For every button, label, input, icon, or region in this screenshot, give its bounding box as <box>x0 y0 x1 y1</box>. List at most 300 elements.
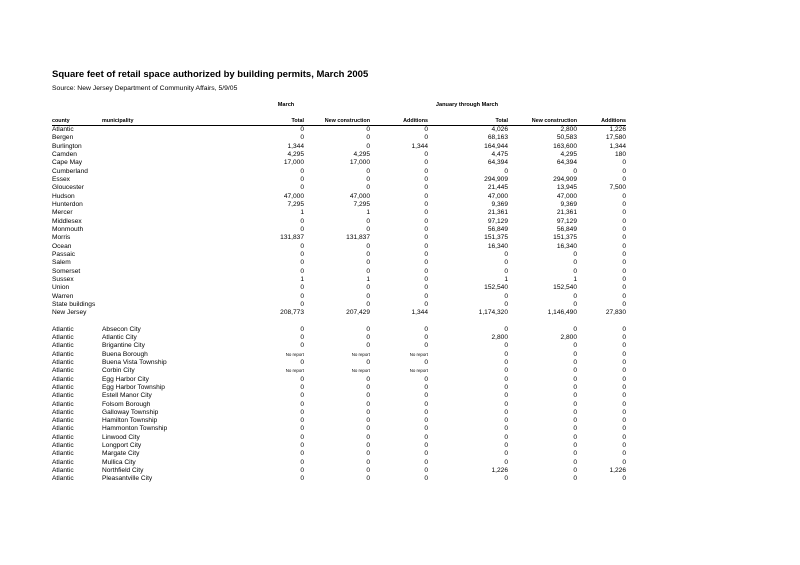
cell-ytd-total: 0 <box>504 408 508 416</box>
column-header-ytd-new-construction: New construction <box>508 118 577 126</box>
cell-ytd-additions: 0 <box>622 225 626 233</box>
cell-ytd-additions: 0 <box>622 200 626 208</box>
county-row <box>52 134 626 142</box>
cell-county: Atlantic <box>52 126 74 133</box>
cell-county: Atlantic <box>52 458 74 466</box>
cell-ytd-new-construction: 151,375 <box>553 234 577 242</box>
cell-march-new-construction: 0 <box>366 250 370 258</box>
cell-march-additions: 0 <box>424 217 428 225</box>
cell-march-additions: 0 <box>424 358 428 366</box>
cell-march-total: 0 <box>300 342 304 350</box>
cell-county: Atlantic <box>52 383 74 391</box>
cell-county: Mercer <box>52 209 73 217</box>
cell-march-total: 0 <box>300 333 304 341</box>
cell-march-new-construction: 0 <box>366 325 370 333</box>
column-header-march-additions: Additions <box>370 118 428 126</box>
cell-county: Camden <box>52 150 77 158</box>
cell-ytd-new-construction: 163,600 <box>553 142 577 150</box>
cell-ytd-new-construction: 0 <box>573 458 577 466</box>
cell-ytd-additions: 1,226 <box>609 467 626 475</box>
county-row <box>52 301 626 309</box>
cell-municipality <box>102 226 222 234</box>
cell-march-new-construction: 0 <box>366 292 370 300</box>
cell-ytd-additions: 0 <box>622 333 626 341</box>
cell-march-total: 0 <box>300 400 304 408</box>
cell-ytd-total: 1,226 <box>491 467 508 475</box>
cell-county: Somerset <box>52 267 81 275</box>
cell-municipality <box>102 134 222 142</box>
cell-march-additions: 0 <box>424 200 428 208</box>
cell-county: Cumberland <box>52 167 88 175</box>
cell-march-additions: 0 <box>424 275 428 283</box>
cell-ytd-new-construction: 0 <box>573 433 577 441</box>
cell-ytd-total: 0 <box>504 392 508 400</box>
cell-municipality: Corbin City <box>102 367 135 375</box>
cell-ytd-additions: 17,580 <box>605 134 626 142</box>
cell-march-additions: 0 <box>424 458 428 466</box>
cell-ytd-additions: 0 <box>622 475 626 483</box>
county-row <box>52 209 626 217</box>
cell-county: New Jersey <box>52 309 87 317</box>
cell-ytd-new-construction: 0 <box>573 467 577 475</box>
county-row <box>52 243 626 251</box>
cell-ytd-total: 0 <box>504 383 508 391</box>
cell-march-new-construction: No report <box>351 351 370 357</box>
cell-municipality: Buena Vista Township <box>102 358 167 366</box>
cell-march-new-construction: 0 <box>366 167 370 175</box>
cell-ytd-additions: 0 <box>622 250 626 258</box>
cell-ytd-additions: 0 <box>622 392 626 400</box>
cell-ytd-additions: 0 <box>622 159 626 167</box>
cell-ytd-additions: 0 <box>622 350 626 358</box>
cell-march-new-construction: 4,295 <box>353 150 370 158</box>
cell-ytd-total: 0 <box>504 400 508 408</box>
cell-march-total: 0 <box>300 225 304 233</box>
cell-county: Atlantic <box>52 425 74 433</box>
county-row <box>52 226 626 234</box>
municipal-rows <box>52 326 626 484</box>
cell-march-additions: 0 <box>424 267 428 275</box>
cell-march-total: 0 <box>300 375 304 383</box>
cell-ytd-total: 0 <box>504 425 508 433</box>
cell-ytd-new-construction: 0 <box>573 350 577 358</box>
cell-march-new-construction: 0 <box>366 392 370 400</box>
cell-ytd-new-construction: 294,909 <box>553 175 577 183</box>
cell-march-additions: 0 <box>424 467 428 475</box>
cell-march-additions: 0 <box>424 425 428 433</box>
cell-march-new-construction: No report <box>351 368 370 374</box>
municipal-row <box>52 401 626 409</box>
cell-municipality <box>102 209 222 217</box>
cell-ytd-total: 0 <box>504 450 508 458</box>
cell-march-new-construction: 207,429 <box>346 309 370 317</box>
cell-march-total: 1 <box>300 275 304 283</box>
cell-ytd-new-construction: 0 <box>573 325 577 333</box>
cell-march-additions: 0 <box>424 408 428 416</box>
cell-march-new-construction: 0 <box>366 458 370 466</box>
cell-ytd-additions: 0 <box>622 217 626 225</box>
cell-march-new-construction: 0 <box>366 217 370 225</box>
cell-county: Atlantic <box>52 467 74 475</box>
cell-ytd-total: 0 <box>504 442 508 450</box>
cell-ytd-new-construction: 0 <box>573 392 577 400</box>
cell-march-total: 47,000 <box>283 192 304 200</box>
county-row <box>52 218 626 226</box>
cell-ytd-new-construction: 0 <box>573 342 577 350</box>
cell-municipality <box>102 251 222 259</box>
cell-march-total: 0 <box>300 442 304 450</box>
cell-march-total: 0 <box>300 433 304 441</box>
cell-municipality: Buena Borough <box>102 350 148 358</box>
cell-march-total: 0 <box>300 450 304 458</box>
cell-ytd-total: 151,375 <box>484 234 508 242</box>
cell-county: Atlantic <box>52 325 74 333</box>
cell-march-new-construction: 0 <box>366 433 370 441</box>
cell-ytd-additions: 27,830 <box>605 309 626 317</box>
cell-municipality <box>102 201 222 209</box>
cell-municipality: Pleasantville City <box>102 475 153 483</box>
cell-county: Hudson <box>52 192 75 200</box>
cell-march-total: 1,344 <box>287 142 304 150</box>
cell-march-additions: 0 <box>424 383 428 391</box>
cell-ytd-additions: 0 <box>622 259 626 267</box>
cell-county: Sussex <box>52 275 74 283</box>
cell-ytd-total: 56,849 <box>487 225 508 233</box>
cell-municipality <box>102 293 222 301</box>
cell-march-total: 0 <box>300 325 304 333</box>
cell-ytd-new-construction: 0 <box>573 375 577 383</box>
cell-march-new-construction: 0 <box>366 400 370 408</box>
cell-march-new-construction: 47,000 <box>349 192 370 200</box>
cell-march-additions: 0 <box>424 342 428 350</box>
cell-march-additions: 0 <box>424 259 428 267</box>
cell-march-total: No report <box>285 368 304 374</box>
cell-ytd-additions: 180 <box>614 150 626 158</box>
cell-county: Atlantic <box>52 350 74 358</box>
cell-march-total: 0 <box>300 458 304 466</box>
cell-ytd-new-construction: 13,945 <box>556 184 577 192</box>
cell-municipality <box>102 176 222 184</box>
column-header-row <box>52 118 626 126</box>
cell-march-additions: 1,344 <box>411 309 428 317</box>
cell-ytd-new-construction: 0 <box>573 425 577 433</box>
cell-ytd-new-construction: 64,394 <box>556 159 577 167</box>
cell-march-additions: 0 <box>424 184 428 192</box>
cell-ytd-additions: 0 <box>622 275 626 283</box>
county-row <box>52 251 626 259</box>
cell-municipality <box>102 159 222 167</box>
cell-municipality <box>102 168 222 176</box>
column-header-march-total: Total <box>222 118 304 126</box>
cell-county: State buildings <box>52 300 96 308</box>
cell-county: Hunterdon <box>52 200 83 208</box>
cell-ytd-additions: 0 <box>622 192 626 200</box>
cell-municipality: Estell Manor City <box>102 392 152 400</box>
cell-march-additions: 0 <box>424 450 428 458</box>
county-row <box>52 268 626 276</box>
municipal-row <box>52 459 626 467</box>
cell-march-additions: 0 <box>424 442 428 450</box>
group-header-march: March <box>277 102 295 108</box>
cell-ytd-new-construction: 0 <box>573 267 577 275</box>
cell-march-new-construction: 0 <box>366 175 370 183</box>
municipal-row <box>52 392 626 400</box>
cell-march-new-construction: 0 <box>366 467 370 475</box>
cell-ytd-new-construction: 152,540 <box>553 284 577 292</box>
cell-march-total: 17,000 <box>283 159 304 167</box>
cell-march-additions: 0 <box>424 284 428 292</box>
cell-march-total: 0 <box>300 126 304 133</box>
cell-march-new-construction: 1 <box>366 275 370 283</box>
cell-ytd-total: 0 <box>504 350 508 358</box>
cell-march-additions: 0 <box>424 225 428 233</box>
municipal-row <box>52 334 626 342</box>
county-row <box>52 234 626 242</box>
cell-march-additions: 1,344 <box>411 142 428 150</box>
cell-ytd-new-construction: 9,369 <box>560 200 577 208</box>
cell-march-total: 0 <box>300 417 304 425</box>
cell-march-new-construction: 0 <box>366 358 370 366</box>
cell-ytd-total: 0 <box>504 433 508 441</box>
county-row <box>52 176 626 184</box>
cell-county: Bergen <box>52 134 74 142</box>
cell-march-new-construction: 0 <box>366 417 370 425</box>
cell-march-new-construction: 0 <box>366 259 370 267</box>
county-row <box>52 284 626 292</box>
cell-march-total: 0 <box>300 175 304 183</box>
municipal-row <box>52 326 626 334</box>
cell-march-total: 0 <box>300 134 304 142</box>
page-title: Square feet of retail space authorized by building permits, March 2005 <box>52 69 369 80</box>
cell-ytd-new-construction: 0 <box>573 250 577 258</box>
cell-county: Warren <box>52 292 74 300</box>
cell-municipality <box>102 184 222 192</box>
cell-ytd-total: 64,394 <box>487 159 508 167</box>
cell-march-total: 0 <box>300 284 304 292</box>
cell-march-total: 4,295 <box>287 150 304 158</box>
cell-march-total: 0 <box>300 392 304 400</box>
county-row <box>52 151 626 159</box>
cell-county: Atlantic <box>52 450 74 458</box>
cell-ytd-total: 97,129 <box>487 217 508 225</box>
column-header-county: county <box>52 118 102 126</box>
section-gap <box>52 318 626 326</box>
cell-ytd-total: 68,163 <box>487 134 508 142</box>
cell-march-new-construction: 0 <box>366 142 370 150</box>
cell-march-new-construction: 0 <box>366 333 370 341</box>
cell-municipality <box>102 284 222 292</box>
cell-ytd-additions: 0 <box>622 450 626 458</box>
cell-ytd-additions: 0 <box>622 433 626 441</box>
cell-municipality <box>102 234 222 242</box>
column-header-ytd-total: Total <box>428 118 508 126</box>
cell-ytd-total: 0 <box>504 259 508 267</box>
cell-municipality <box>102 259 222 267</box>
cell-ytd-total: 164,944 <box>484 142 508 150</box>
municipal-row <box>52 450 626 458</box>
cell-ytd-total: 152,540 <box>484 284 508 292</box>
cell-march-new-construction: 7,295 <box>353 200 370 208</box>
cell-march-total: 0 <box>300 242 304 250</box>
cell-county: Atlantic <box>52 408 74 416</box>
cell-ytd-total: 0 <box>504 267 508 275</box>
cell-county: Atlantic <box>52 442 74 450</box>
municipal-row <box>52 376 626 384</box>
cell-ytd-new-construction: 56,849 <box>556 225 577 233</box>
cell-ytd-additions: 1,226 <box>609 126 626 133</box>
cell-county: Passaic <box>52 250 76 258</box>
county-row <box>52 126 626 135</box>
cell-march-new-construction: 0 <box>366 284 370 292</box>
cell-municipality: Margate City <box>102 450 140 458</box>
cell-municipality: Linwood City <box>102 433 140 441</box>
cell-march-additions: 0 <box>424 417 428 425</box>
county-row <box>52 168 626 176</box>
municipal-row <box>52 359 626 367</box>
cell-ytd-new-construction: 4,295 <box>560 150 577 158</box>
cell-march-additions: 0 <box>424 333 428 341</box>
cell-county: Burlington <box>52 142 82 150</box>
cell-march-new-construction: 1 <box>366 209 370 217</box>
cell-ytd-additions: 0 <box>622 325 626 333</box>
cell-ytd-additions: 0 <box>622 267 626 275</box>
cell-march-new-construction: 0 <box>366 300 370 308</box>
cell-march-new-construction: 0 <box>366 450 370 458</box>
cell-march-new-construction: 0 <box>366 408 370 416</box>
cell-ytd-total: 0 <box>504 367 508 375</box>
cell-march-additions: 0 <box>424 300 428 308</box>
cell-ytd-additions: 0 <box>622 383 626 391</box>
cell-ytd-additions: 0 <box>622 234 626 242</box>
cell-municipality: Folsom Borough <box>102 400 151 408</box>
cell-county: Atlantic <box>52 400 74 408</box>
cell-march-total: 0 <box>300 358 304 366</box>
cell-march-additions: 0 <box>424 433 428 441</box>
cell-march-additions: 0 <box>424 167 428 175</box>
cell-march-additions: 0 <box>424 375 428 383</box>
cell-county: Union <box>52 284 70 292</box>
cell-march-additions: No report <box>409 368 428 374</box>
cell-march-total: 0 <box>300 383 304 391</box>
cell-ytd-new-construction: 16,340 <box>556 242 577 250</box>
cell-ytd-new-construction: 0 <box>573 408 577 416</box>
cell-ytd-total: 0 <box>504 475 508 483</box>
group-header-jan-march: January through March <box>435 102 499 108</box>
cell-ytd-additions: 0 <box>622 400 626 408</box>
cell-ytd-total: 0 <box>504 342 508 350</box>
municipal-row <box>52 434 626 442</box>
cell-march-new-construction: 0 <box>366 126 370 133</box>
cell-municipality: Absecon City <box>102 325 141 333</box>
cell-march-total: No report <box>285 351 304 357</box>
cell-ytd-new-construction: 0 <box>573 167 577 175</box>
cell-march-new-construction: 131,837 <box>346 234 370 242</box>
cell-municipality: Brigantine City <box>102 342 145 350</box>
cell-march-total: 0 <box>300 217 304 225</box>
cell-ytd-new-construction: 97,129 <box>556 217 577 225</box>
cell-ytd-new-construction: 1 <box>573 275 577 283</box>
county-row <box>52 276 626 284</box>
cell-march-total: 208,773 <box>280 309 304 317</box>
cell-ytd-total: 0 <box>504 300 508 308</box>
cell-march-total: 0 <box>300 292 304 300</box>
cell-ytd-total: 0 <box>504 417 508 425</box>
cell-county: Atlantic <box>52 433 74 441</box>
cell-march-new-construction: 17,000 <box>349 159 370 167</box>
cell-county: Monmouth <box>52 225 84 233</box>
cell-municipality: Hammonton Township <box>102 425 168 433</box>
cell-ytd-additions: 7,500 <box>609 184 626 192</box>
county-row <box>52 293 626 301</box>
county-row <box>52 193 626 201</box>
cell-ytd-additions: 0 <box>622 375 626 383</box>
cell-march-new-construction: 0 <box>366 383 370 391</box>
cell-ytd-new-construction: 0 <box>573 292 577 300</box>
cell-march-additions: 0 <box>424 250 428 258</box>
municipal-row <box>52 417 626 425</box>
cell-ytd-new-construction: 0 <box>573 383 577 391</box>
municipal-row <box>52 425 626 433</box>
municipal-row <box>52 442 626 450</box>
cell-county: Atlantic <box>52 417 74 425</box>
cell-ytd-new-construction: 0 <box>573 400 577 408</box>
cell-county: Cape May <box>52 159 83 167</box>
cell-march-total: 0 <box>300 475 304 483</box>
cell-ytd-additions: 0 <box>622 442 626 450</box>
cell-county: Atlantic <box>52 342 74 350</box>
cell-ytd-new-construction: 0 <box>573 450 577 458</box>
cell-ytd-total: 294,909 <box>484 175 508 183</box>
cell-county: Morris <box>52 234 71 242</box>
cell-ytd-new-construction: 50,583 <box>556 134 577 142</box>
cell-county: Atlantic <box>52 358 74 366</box>
municipal-row <box>52 342 626 350</box>
cell-march-additions: 0 <box>424 150 428 158</box>
cell-march-total: 0 <box>300 267 304 275</box>
cell-march-additions: 0 <box>424 234 428 242</box>
cell-ytd-total: 4,475 <box>491 150 508 158</box>
cell-ytd-additions: 0 <box>622 367 626 375</box>
cell-municipality <box>102 193 222 201</box>
cell-ytd-total: 21,361 <box>487 209 508 217</box>
cell-march-new-construction: 0 <box>366 425 370 433</box>
cell-ytd-new-construction: 0 <box>573 475 577 483</box>
column-header-march-new-construction: New construction <box>304 118 370 126</box>
cell-municipality <box>102 126 222 135</box>
cell-ytd-additions: 0 <box>622 175 626 183</box>
cell-march-additions: 0 <box>424 134 428 142</box>
cell-march-new-construction: 0 <box>366 342 370 350</box>
cell-county: Atlantic <box>52 375 74 383</box>
cell-march-additions: 0 <box>424 325 428 333</box>
cell-march-additions: 0 <box>424 400 428 408</box>
county-rows <box>52 126 626 318</box>
cell-march-new-construction: 0 <box>366 375 370 383</box>
cell-march-new-construction: 0 <box>366 184 370 192</box>
cell-march-total: 0 <box>300 167 304 175</box>
cell-ytd-additions: 0 <box>622 417 626 425</box>
cell-march-additions: 0 <box>424 242 428 250</box>
cell-ytd-new-construction: 0 <box>573 442 577 450</box>
cell-ytd-additions: 0 <box>622 300 626 308</box>
cell-ytd-total: 2,800 <box>491 333 508 341</box>
cell-march-total: 7,295 <box>287 200 304 208</box>
cell-ytd-total: 21,445 <box>487 184 508 192</box>
cell-march-total: 0 <box>300 408 304 416</box>
cell-march-new-construction: 0 <box>366 225 370 233</box>
cell-ytd-additions: 0 <box>622 425 626 433</box>
cell-ytd-new-construction: 0 <box>573 417 577 425</box>
